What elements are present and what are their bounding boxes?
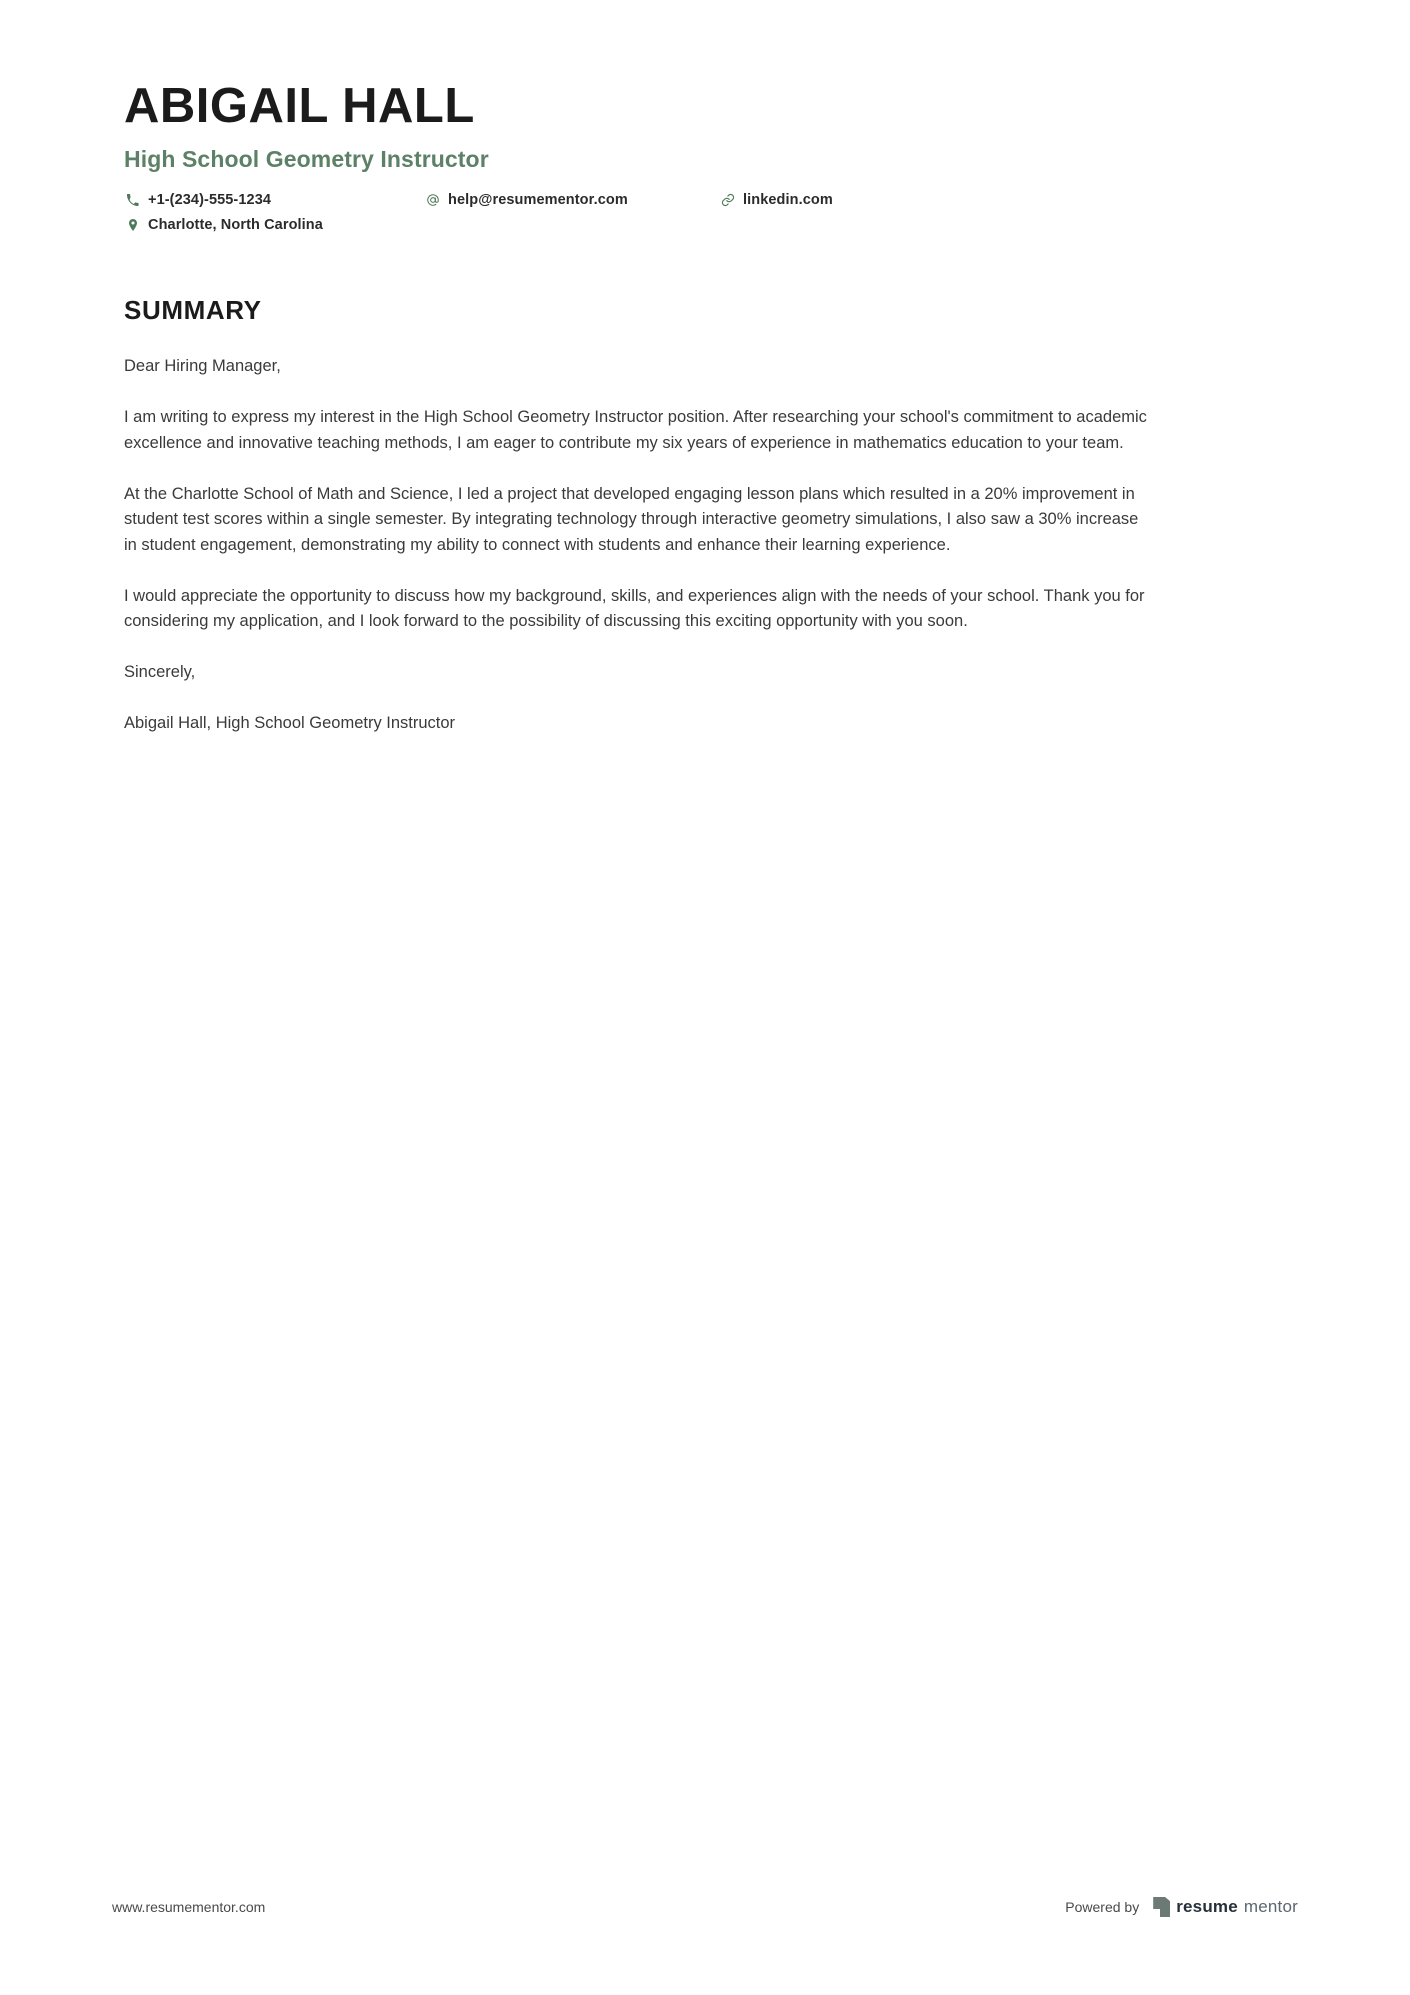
summary-paragraph: I would appreciate the opportunity to discuss how my background, skills, and experiences align with the needs of your school. Thank you for considering my application, and I look forward to the possibility of discussing this exciting opportunity with you soon. (124, 586, 1145, 631)
map-pin-icon (124, 218, 141, 232)
summary-paragraph: I am writing to express my interest in the High School Geometry Instructor position. After researching your school's commitment to academic excellence and innovative teaching methods, I am eager to contribute my six years of experience in mathematics education to your team. (124, 408, 1147, 452)
resume-header (124, 0, 1286, 233)
footer-branding (1065, 1897, 1298, 1917)
resumementor-logo (1153, 1897, 1298, 1917)
summary-paragraph: Dear Hiring Manager, (124, 357, 281, 376)
contact-location (124, 217, 424, 233)
summary-paragraph: At the Charlotte School of Math and Science, I led a project that developed engaging lesson plans which resulted in a 20% improvement in student test scores within a single semester. By integrating technology through interactive geometry simulations, I also saw a 30% increase in student engagement, demonstrating my ability to connect with students and enhance their learning experience. (124, 484, 1139, 555)
contact-row-primary (124, 192, 1286, 208)
summary-paragraph: Abigail Hall, High School Geometry Instructor (124, 713, 456, 732)
contact-link-text: linkedin.com (743, 192, 833, 209)
brand-name-light: mentor (1243, 1897, 1298, 1916)
page-title: ABIGAIL HALL (124, 79, 475, 133)
link-icon (719, 193, 736, 207)
page-footer (112, 1897, 1298, 1917)
job-title: High School Geometry Instructor (124, 146, 489, 173)
summary-paragraph: Sincerely, (124, 663, 196, 682)
contact-link[interactable] (719, 192, 833, 208)
contact-phone-text: +1-(234)-555-1234 (148, 192, 272, 209)
summary-section (124, 295, 1286, 736)
section-title-summary: SUMMARY (124, 295, 262, 326)
contact-email-text: help@resumementor.com (448, 192, 628, 209)
phone-icon (124, 194, 141, 207)
contact-location-text: Charlotte, North Carolina (148, 217, 323, 234)
contact-email[interactable] (424, 192, 719, 208)
powered-by-label: Powered by (1065, 1899, 1140, 1915)
resumementor-mark-icon (1153, 1897, 1170, 1917)
brand-name-bold: resume (1176, 1897, 1238, 1916)
contact-info (124, 192, 1286, 233)
contact-phone[interactable] (124, 192, 424, 208)
contact-row-secondary (124, 217, 1286, 233)
footer-website[interactable]: www.resumementor.com (112, 1899, 266, 1915)
at-sign-icon (424, 193, 441, 207)
